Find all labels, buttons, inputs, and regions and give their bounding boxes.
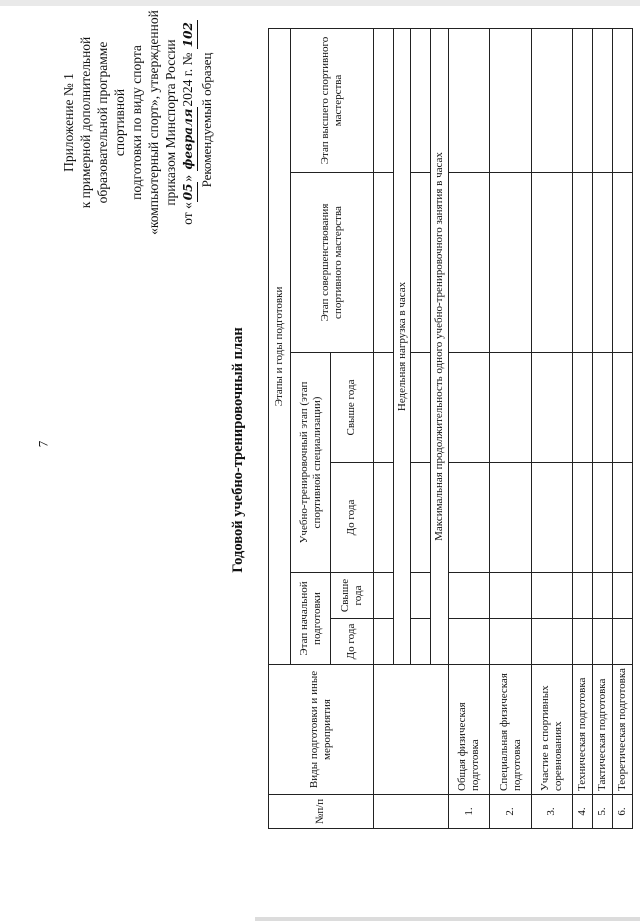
cell-empty xyxy=(411,28,431,172)
sample-label: Рекомендуемый образец xyxy=(199,52,214,188)
row-label: Теоретическая подготовка xyxy=(612,665,632,795)
cell-empty xyxy=(531,463,572,573)
table-row xyxy=(531,28,572,828)
header-stage-initial: Этап начальной подготовки xyxy=(291,573,331,665)
cell-empty xyxy=(531,173,572,353)
cell-empty xyxy=(612,28,632,172)
max-duration-label: Максимальная продолжительность одного учебно-тренировочного занятия в часах xyxy=(431,28,449,664)
row-num: 5. xyxy=(592,795,612,829)
table-row xyxy=(592,28,612,828)
header-stage-perfection: Этап совершенствования спортивного мастерства xyxy=(291,173,373,353)
header-stages: Этапы и годы подготовки xyxy=(269,28,291,664)
scan-edge-bottom xyxy=(255,917,640,921)
date-mid: » xyxy=(180,174,195,182)
cell-empty xyxy=(592,28,612,172)
cell-empty xyxy=(449,28,490,172)
appendix-line: приказом Минспорта России xyxy=(163,39,178,206)
table-row xyxy=(612,28,632,828)
cell-empty xyxy=(373,353,393,463)
weekly-load-label: Недельная нагрузка в часах xyxy=(393,28,411,664)
appendix-line: «компьютерный спорт», утвержденной xyxy=(146,10,161,235)
row-num: 4. xyxy=(572,795,592,829)
cell-empty xyxy=(373,28,393,172)
cell-empty xyxy=(612,463,632,573)
cell-empty xyxy=(490,573,531,619)
row-label: Тактическая подготовка xyxy=(592,665,612,795)
cell-empty xyxy=(592,463,612,573)
cell-empty xyxy=(592,173,612,353)
appendix-line: к примерной дополнительной xyxy=(78,36,93,209)
cell-empty xyxy=(612,573,632,619)
header-num: №п/п xyxy=(269,795,374,829)
cell-empty xyxy=(373,619,393,665)
table-row xyxy=(572,28,592,828)
header-training-over-year: Свыше года xyxy=(331,353,373,463)
cell-empty xyxy=(572,573,592,619)
cell-empty xyxy=(373,463,393,573)
cell-empty xyxy=(612,619,632,665)
cell-empty xyxy=(490,173,531,353)
cell-empty xyxy=(490,28,531,172)
appendix-block xyxy=(60,10,198,235)
appendix-line: Приложение № 1 xyxy=(61,73,76,172)
date-prefix: от « xyxy=(180,202,195,225)
cell-empty xyxy=(411,619,431,665)
row-label: Специальная физическая подготовка xyxy=(490,665,531,795)
cell-empty xyxy=(411,573,431,619)
handwritten-month: февраля xyxy=(180,107,198,172)
cell-empty xyxy=(592,619,612,665)
cell-empty xyxy=(592,353,612,463)
header-initial-over-year: Свыше года xyxy=(331,573,373,619)
cell-empty xyxy=(572,463,592,573)
cell-empty xyxy=(449,463,490,573)
row-num: 1. xyxy=(449,795,490,829)
cell-empty xyxy=(411,173,431,353)
cell-empty xyxy=(572,353,592,463)
page-number: 7 xyxy=(35,440,51,448)
cell-empty xyxy=(592,573,612,619)
cell-empty xyxy=(572,173,592,353)
training-plan-table xyxy=(268,28,633,829)
row-label: Участие в спортивных соревнованиях xyxy=(531,665,572,795)
date-year: 2024 г. № xyxy=(180,52,195,107)
cell-empty xyxy=(531,28,572,172)
empty-row xyxy=(373,28,393,828)
cell-empty xyxy=(449,619,490,665)
header-stage-higher: Этап высшего спортивного мастерства xyxy=(291,28,373,172)
table-row xyxy=(449,28,490,828)
cell-empty xyxy=(612,173,632,353)
handwritten-number: 102 xyxy=(180,20,198,49)
cell-empty xyxy=(373,795,449,829)
table-row xyxy=(490,28,531,828)
appendix-date-line xyxy=(179,10,198,235)
header-stage-training: Учебно-тренировочный этап (этап спортивной специализации) xyxy=(291,353,331,573)
header-kinds: Виды подготовки и иные мероприятия xyxy=(269,665,374,795)
cell-empty xyxy=(572,619,592,665)
cell-empty xyxy=(490,463,531,573)
cell-empty xyxy=(411,463,431,573)
header-initial-up-to-year: До года xyxy=(331,619,373,665)
header-training-up-to-year: До года xyxy=(331,463,373,573)
cell-empty xyxy=(373,173,393,353)
cell-empty xyxy=(449,573,490,619)
appendix-line: подготовки по виду спорта xyxy=(129,45,144,200)
row-label: Общая физическая подготовка xyxy=(449,665,490,795)
row-label: Техническая подготовка xyxy=(572,665,592,795)
cell-empty xyxy=(449,353,490,463)
appendix-line: образовательной программе спортивной xyxy=(95,41,127,204)
plan-title: Годовой учебно-тренировочный план xyxy=(230,327,246,573)
row-num: 2. xyxy=(490,795,531,829)
cell-empty xyxy=(490,353,531,463)
header-row-stages xyxy=(269,28,291,828)
cell-empty xyxy=(531,573,572,619)
cell-empty xyxy=(572,28,592,172)
row-num: 3. xyxy=(531,795,572,829)
row-num: 6. xyxy=(612,795,632,829)
cell-empty xyxy=(531,619,572,665)
cell-empty xyxy=(490,619,531,665)
cell-empty xyxy=(449,173,490,353)
cell-empty xyxy=(373,665,449,795)
cell-empty xyxy=(411,353,431,463)
cell-empty xyxy=(612,353,632,463)
cell-empty xyxy=(373,573,393,619)
cell-empty xyxy=(531,353,572,463)
handwritten-day: 05 xyxy=(180,182,198,203)
